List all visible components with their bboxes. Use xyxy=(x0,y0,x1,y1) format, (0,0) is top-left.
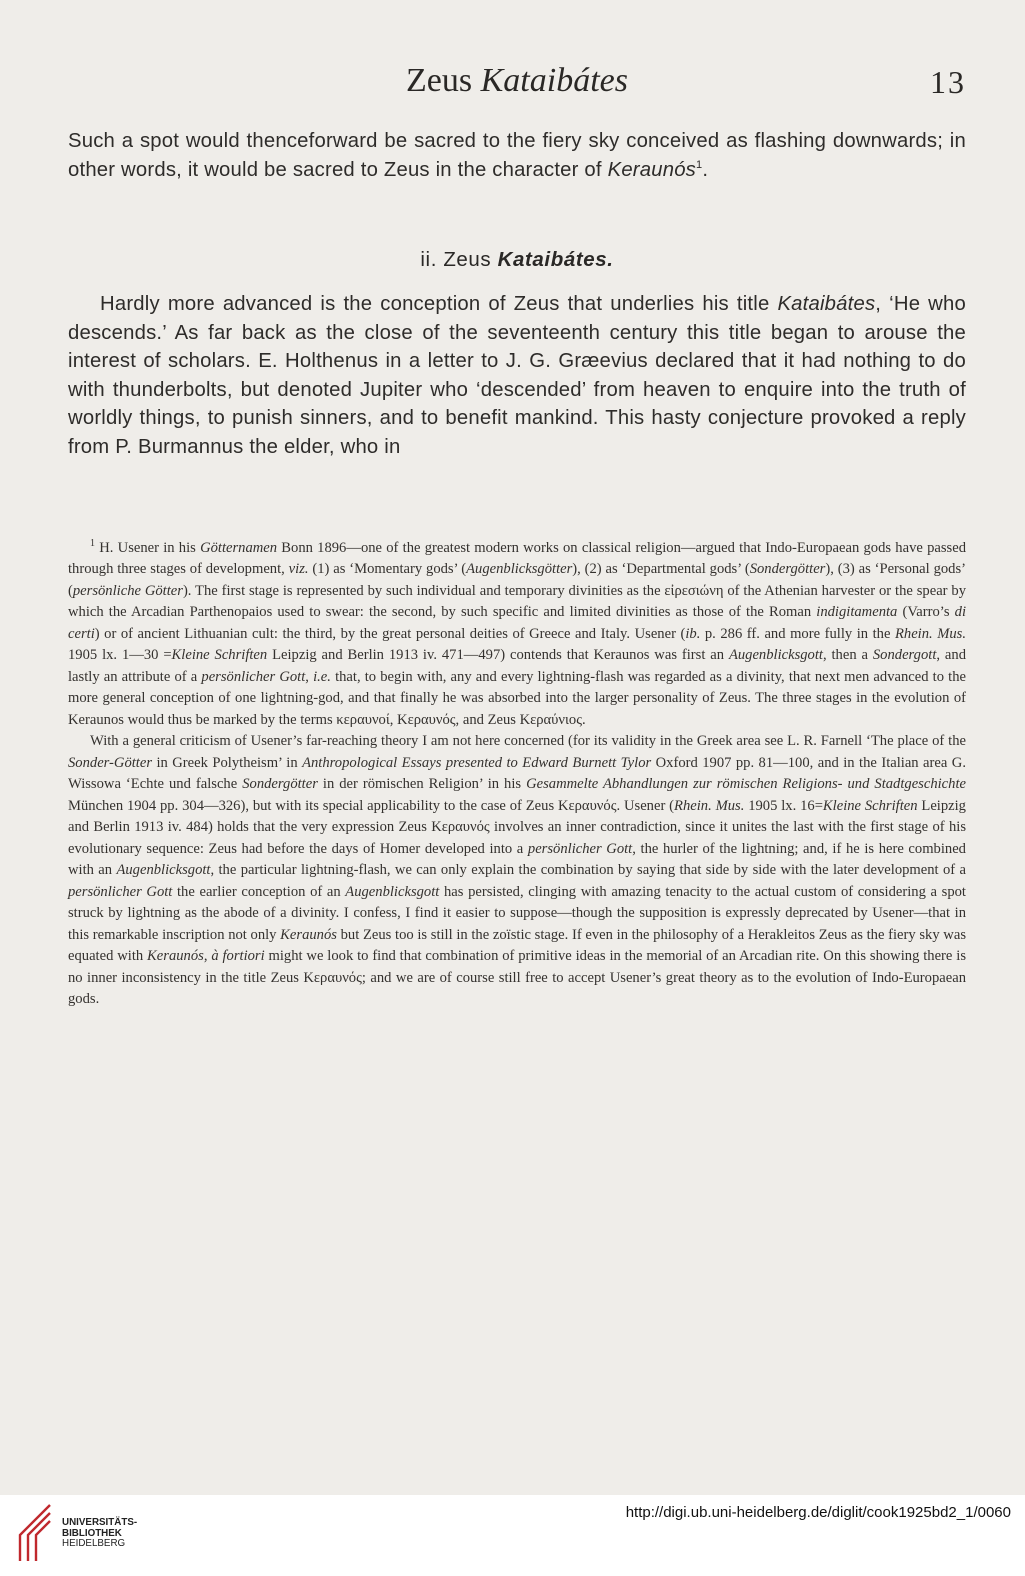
library-logo-icon xyxy=(12,1501,54,1565)
page-number: 13 xyxy=(930,64,966,100)
paragraph-1: Such a spot would thenceforward be sacred to the fiery sky conceived as flashing downwards; in other words, it would be sacred to Zeus in the character of Keraunós$^1$. xyxy=(68,130,966,181)
permalink-url[interactable]: http://digi.ub.uni-heidelberg.de/diglit/cook1925bd2_1/0060 xyxy=(625,1504,1011,1521)
footnote-reference: 1 xyxy=(696,158,703,171)
paragraph-2: Hardly more advanced is the conception of Zeus that underlies his title Kataibátes, ‘He who descends.’ As far back as the close of the seventeenth century this title began to arouse the interest of scholars. E. Holthenus in a letter to J. G. Græevius declared that it had nothing to do with thunderbolts, but denoted Jupiter who ‘descended’ from heaven to enquire into the truth of worldly things, to punish sinners, and to benefit mankind. This hasty conjecture provoked a reply from P. Burmannus the elder, who in xyxy=(68,293,966,458)
footnote-2: With a general criticism of Usener’s far-reaching theory I am not here concerned (for its validity in the Greek area see L. R. Farnell ‘The place of the Sonder-Götter in Greek Polytheism’ in Anthropological Essays presented to Edward Burnett Tylor Oxford 1907 pp. 81—100, and in the Italian area G. Wissowa ‘Echte und falsche Sondergötter in der römischen Religion’ in his Gesammelte Abhandlungen zur römischen Religions- und Stadtgeschichte München 1904 pp. 304—326), but with its special applicability to the case of Zeus Κεραυνός. Usener (Rhein. Mus. 1905 lx. 16=Kleine Schriften Leipzig and Berlin 1913 iv. 484) holds that the very expression Zeus Κεραυνός involves an inner contradiction, since it unites the last with the first stage of his evolutionary sequence: Zeus had before the days of Homer developed into a persönlicher Gott, the hurler of the lightning; and, if he is here combined with an Augenblicksgott, the particular lightning-flash, we can only explain the combination by saying that side by side with the later development of a persönlicher Gott the earlier conception of an Augenblicksgott has persisted, clinging with amazing tenacity to the actual custom of considering a spot struck by lightning as the abode of a divinity. I confess, I find it easier to suppose—though the supposition is expressly deprecated by Usener—that in this remarkable inscription not only Keraunós but Zeus too is still in the zoïstic stage. If even in the philosophy of a Herakleitos Zeus as the fiery sky was equated with Keraunós, à fortiori might we look to find that combination of primitive ideas in the memorial of an Arcadian rite. On this showing there is no inner inconsistency in the title Zeus Κεραυνός; and we are of course still free to accept Usener’s great theory as to the evolution of Indo-Europaean gods. xyxy=(68,733,966,1008)
footnote-1: $^1$ H. Usener in his Götternamen Bonn 1896—one of the greatest modern works on classical religion—argued that Indo-Europaean gods have passed through three stages of development, viz. (1) as ‘Momentary gods’ (Augenblicksgötter), (2) as ‘Departmental gods’ (Sondergötter), (3) as ‘Personal gods’ (persönliche Götter). The first stage is represented by such individual and temporary divinities as the εἰρεσιώνη of the Athenian harvester or the spear by which the Arcadian Parthenopaios used to swear: the second, by such specific and limited divinities as those of the Roman indigitamenta (Varro’s di certi) or of ancient Lithuanian cult: the third, by the great personal deities of Greece and Italy. Usener (ib. p. 286 ff. and more fully in the Rhein. Mus. 1905 lx. 1—30 =Kleine Schriften Leipzig and Berlin 1913 iv. 471—497) contends that Keraunos was first an Augenblicksgott, then a Sondergott, and lastly an attribute of a persönlicher Gott, i.e. that, to begin with, any and every lightning-flash was regarded as a divinity, that next men advanced to the more general conception of one lightning-god, and that finally he was absorbed into the larger personality of Zeus. The three stages in the evolution of Keraunos would thus be marked by the terms κεραυνοί, Κεραυνός, and Zeus Κεραύνιος. xyxy=(68,538,967,728)
section-heading: ii. Zeus Kataibátes. xyxy=(420,248,614,271)
library-name: UNIVERSITÄTS- BIBLIOTHEK HEIDELBERG xyxy=(62,1517,138,1549)
footnotes xyxy=(68,533,966,1011)
page-header xyxy=(68,62,966,108)
running-title-italic: Kataibátes xyxy=(480,62,628,99)
viewer-footer xyxy=(0,1495,1025,1576)
running-title: Zeus Kataibátes xyxy=(406,62,628,99)
